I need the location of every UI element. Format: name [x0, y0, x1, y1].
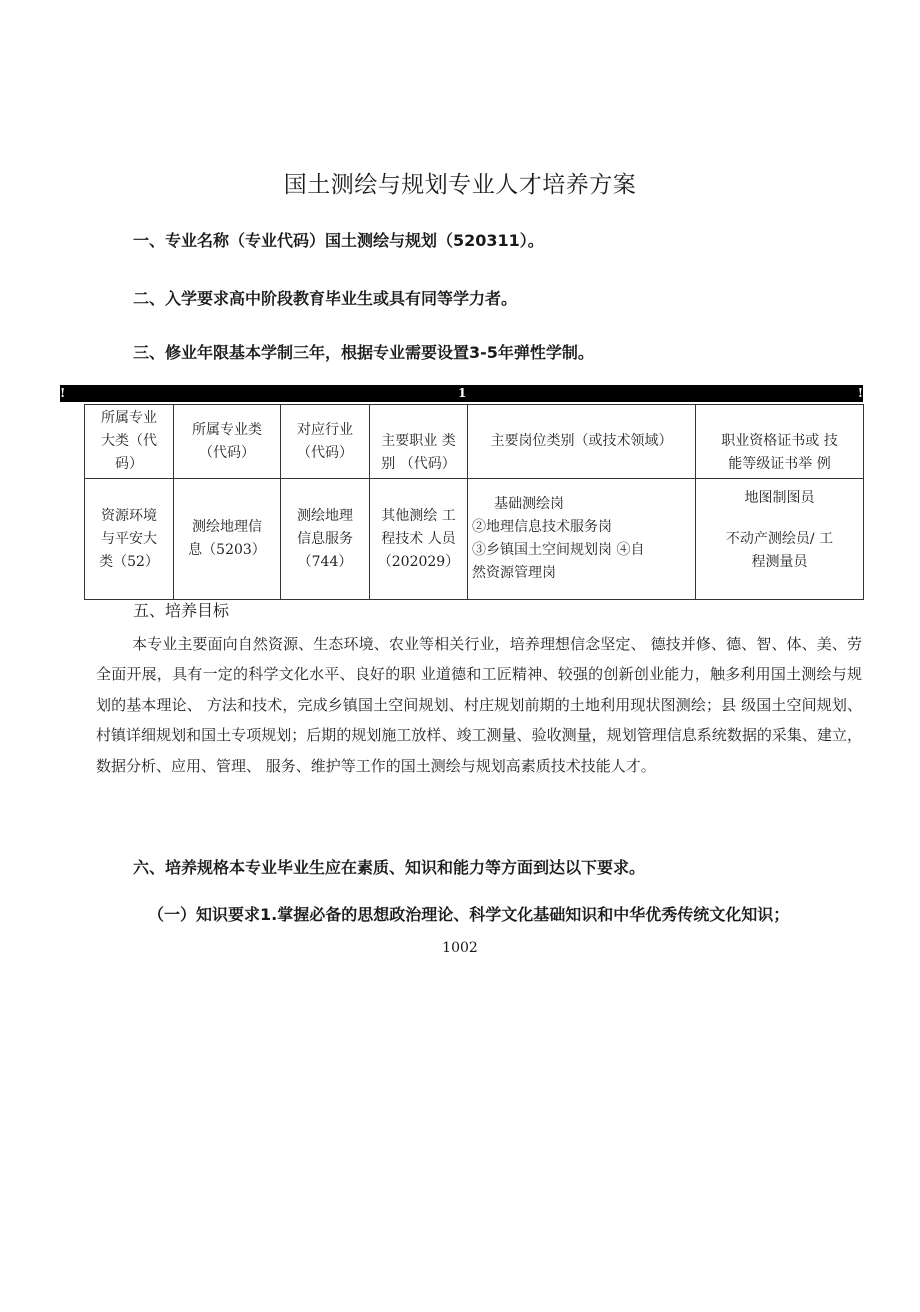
section-admission: 二、入学要求高中阶段教育毕业生或具有同等学力者。: [133, 289, 518, 308]
section-training-spec: 六、培养规格本专业毕业生应在素质、知识和能力等方面到达以下要求。: [133, 858, 646, 877]
header-industry: 对应行业 （代码）: [281, 405, 370, 479]
bar-right-mark: !: [857, 386, 863, 400]
table-row: [85, 479, 864, 600]
header-certificates: 职业资格证书或 技 能等级证书举 例: [696, 405, 864, 479]
header-category: 所属专业 大类（代 码）: [85, 405, 174, 479]
header-positions: 主要岗位类别（或技术领域）: [468, 405, 696, 479]
cell-industry: 测绘地理 信息服务 （744）: [281, 479, 370, 600]
cell-occupation: 其他测绘 工 程技术 人员 （202029）: [370, 479, 468, 600]
header-subcategory: 所属专业类 （代码）: [174, 405, 281, 479]
document-title: 国土测绘与规划专业人才培养方案: [283, 172, 637, 198]
occupation-table: [84, 404, 864, 600]
training-goal-paragraph: 本专业主要面向自然资源、生态环境、农业等相关行业，培养理想信念坚定、 德技并修、德、智、体、美、劳全面开展，具有一定的科学文化水平、良好的职 业道德和工匠精神、较强的创新创业能力，触多利用国土测绘与规划的基本理论、 方法和技术，完成乡镇国土空间规划、村庄规划前期的土地利用现状图测绘；县 级国土空间规划、村镇详细规划和国土专项规划；后期的规划施工放样、竣工测量、验收测量，规划管理信息系统数据的采集、建立，数据分析、应用、管理、 服务、维护等工作的国土测绘与规划高素质技术技能人才。: [96, 635, 862, 775]
cell-positions: 基础测绘岗 ②地理信息技术服务岗 ③乡镇国土空间规划岗 ④自 然资源管理岗: [468, 479, 696, 600]
bar-center-mark: 1: [458, 386, 467, 400]
bar-left-mark: !: [60, 386, 66, 400]
section-major-name: 一、专业名称（专业代码）国土测绘与规划（520311）。: [133, 231, 544, 250]
cell-category: 资源环境 与平安大 类（52）: [85, 479, 174, 600]
page-number: 1002: [442, 940, 478, 956]
table-caption-bar: [60, 385, 863, 402]
cell-certificates: 地图制图员 不动产测绘员/ 工 程测量员: [696, 479, 864, 600]
section-knowledge-requirements: （一）知识要求1.掌握必备的思想政治理论、科学文化基础知识和中华优秀传统文化知识；: [148, 905, 790, 924]
table-header-row: [85, 405, 864, 479]
section-training-goal: 五、培养目标: [133, 601, 230, 620]
header-occupation: 主要职业 类 别 （代码）: [370, 405, 468, 479]
section-duration: 三、修业年限基本学制三年，根据专业需要设置3-5年弹性学制。: [133, 343, 594, 362]
cell-subcategory: 测绘地理信 息（5203）: [174, 479, 281, 600]
